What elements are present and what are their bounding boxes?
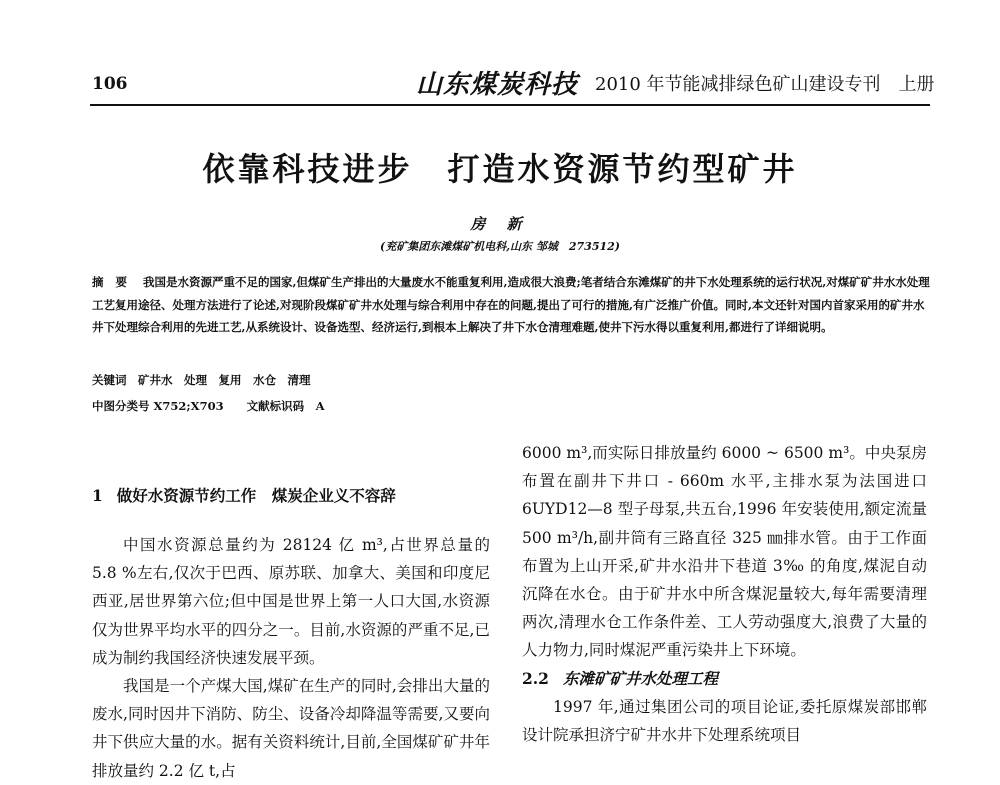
subsection-2-2-title: 东滩矿矿井水处理工程 xyxy=(562,668,718,688)
left-paragraph-1: 中国水资源总量约为 28124 亿 m³,占世界总量的 5.8 %左右,仅次于巴西、原苏联、加拿大、美国和印度尼西亚,居世界第六位;但中国是世界上第一人口大国,水资源仅为世界平均水平的四分之一。目前,水资源的严重不足,已成为制约我国经济快速发展平颈。 xyxy=(92,536,490,667)
left-column xyxy=(92,531,490,785)
article-title: 依靠科技进步 打造水资源节约型矿井 xyxy=(202,150,798,188)
right-paragraph-1: 6000 m³,而实际日排放量约 6000 ~ 6500 m³。中央泵房布置在副井下井口 - 660m 水平,主排水泵为法国进口 6UYD12—8 型子母泵,共五台,1996 年安装使用,额定流量 500 m³/h,副井筒有三路直径 325 ㎜排水管。由于工作面布置为上山开采,矿井水沿井下巷道 3‰ 的角度,煤泥自动沉降在水仓。由于矿井水中所含煤泥量较大,每年需要清理两次,清理水仓工作条件差、工人劳动强度大,浪费了大量的人力物力,同时煤泥严重污染井上下环境。 xyxy=(522,444,927,660)
left-paragraph-2: 我国是一个产煤大国,煤矿在生产的同时,会排出大量的废水,同时因井下消防、防尘、设备冷却降温等需要,又要向井下供应大量的水。据有关资料统计,目前,全国煤矿矿井年排放量约 2.2 亿 t,占 xyxy=(92,677,490,780)
classification: 中图分类号 X752;X703 文献标识码 A xyxy=(92,399,325,413)
abstract-label: 摘 要 xyxy=(92,275,132,289)
header-rule xyxy=(90,104,930,106)
author: 房 新 xyxy=(470,215,530,233)
section-1-number: 1 xyxy=(92,486,103,505)
keywords: 关键词 矿井水 处理 复用 水仓 清理 xyxy=(92,373,311,387)
right-paragraph-2: 1997 年,通过集团公司的项目论证,委托原煤炭部邯郸设计院承担济宁矿井水井下处理系统项目 xyxy=(522,697,927,745)
page-number: 106 xyxy=(92,74,128,94)
abstract xyxy=(92,271,932,339)
section-1-heading xyxy=(92,484,396,506)
right-column xyxy=(522,439,927,749)
issue-title: 2010 年节能减排绿色矿山建设专刊 上册 xyxy=(595,74,935,95)
affiliation: (兖矿集团东滩煤矿机电科,山东 邹城 273512) xyxy=(380,240,620,253)
subsection-2-2-heading xyxy=(522,665,927,693)
subsection-2-2-number: 2.2 xyxy=(522,668,549,688)
abstract-text: 我国是水资源严重不足的国家,但煤矿生产排出的大量废水不能重复利用,造成很大浪费;笔者结合东滩煤矿的井下水处理系统的运行状况,对煤矿矿井水水处理工艺复用途径、处理方法进行了论述,对现阶段煤矿矿井水处理与综合利用中存在的问题,提出了可行的措施,有广泛推广价值。同时,本文还针对国内首家采用的矿井水井下处理综合利用的先进工艺,从系统设计、设备选型、经济运行,到根本上解决了井下水仓清理难题,使井下污水得以重复利用,都进行了详细说明。 xyxy=(92,275,930,334)
section-1-title: 做好水资源节约工作 煤炭企业义不容辞 xyxy=(116,486,396,505)
journal-name-logo: 山东煤炭科技 xyxy=(416,70,579,100)
